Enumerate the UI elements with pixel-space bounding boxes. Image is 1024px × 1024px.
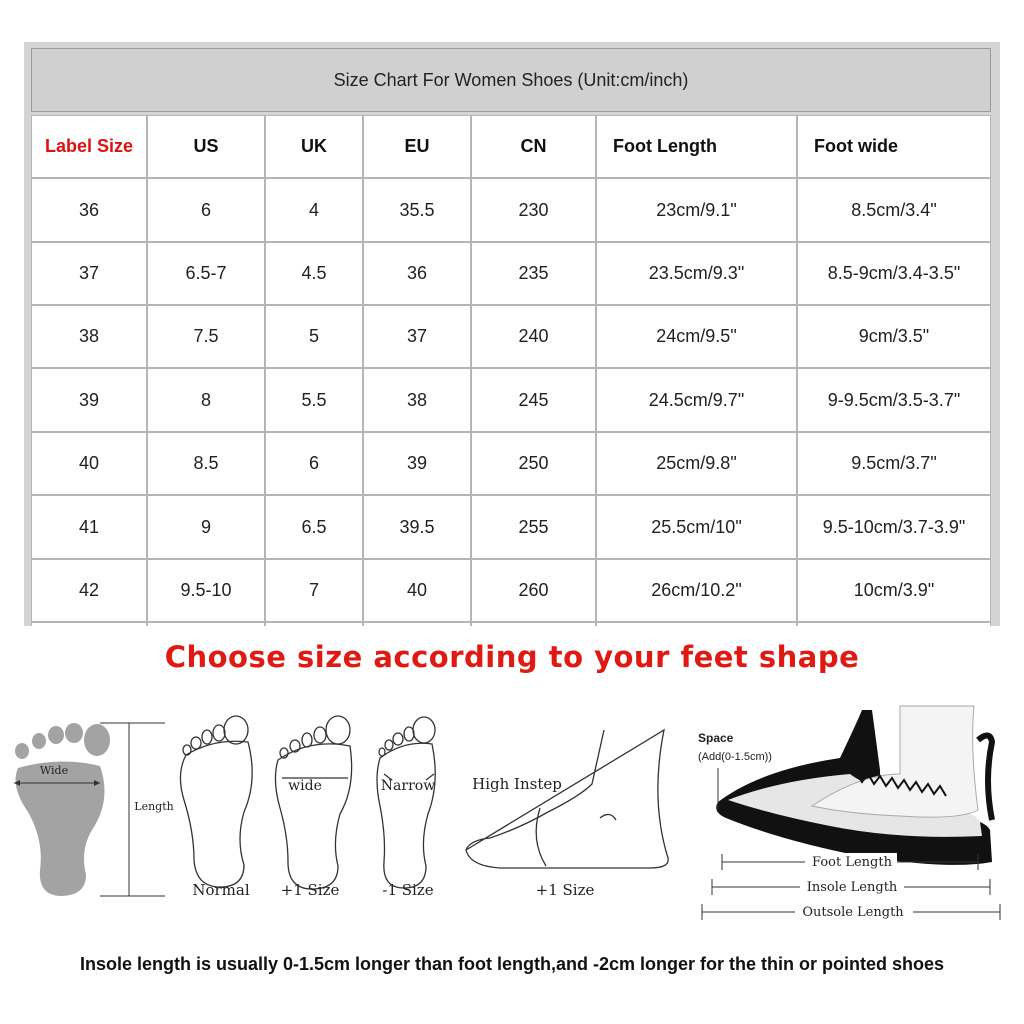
cell-label-size: 40 (31, 432, 147, 495)
length-label: Length (134, 800, 174, 813)
cell-foot-length: 25cm/9.8" (596, 432, 797, 495)
cell-eu: 38 (363, 368, 471, 432)
cell-foot-wide: 8.5-9cm/3.4-3.5" (797, 242, 991, 305)
cell-eu: 36 (363, 242, 471, 305)
header-uk: UK (265, 115, 363, 178)
cell-foot-wide: 8.5cm/3.4" (797, 178, 991, 242)
cell-uk: 4 (265, 178, 363, 242)
cell-cn: 260 (471, 559, 596, 622)
cell-cn: 235 (471, 242, 596, 305)
cell-cn: 250 (471, 432, 596, 495)
cell-label-size: 37 (31, 242, 147, 305)
insole-length-label: Insole Length (806, 880, 898, 895)
cell-foot-length: 24.5cm/9.7" (596, 368, 797, 432)
narrow-foot-icon (377, 717, 435, 888)
table-row-cutoff (31, 622, 147, 626)
table-row-cutoff (363, 622, 471, 626)
cell-cn: 255 (471, 495, 596, 559)
insole-note: Insole length is usually 0-1.5cm longer than foot length,and -2cm longer for the thin or pointed shoes (79, 954, 945, 974)
narrow-foot-label: Narrow (380, 778, 436, 794)
header-foot-wide: Foot wide (797, 115, 991, 178)
table-row-cutoff (596, 622, 797, 626)
footprint-icon (15, 723, 110, 896)
cell-us: 9.5-10 (147, 559, 265, 622)
wide-label: Wide (39, 764, 69, 777)
shoe-diagram-icon (716, 706, 992, 865)
wide-foot-label: wide (288, 778, 322, 794)
guide-heading: Choose size according to your feet shape (164, 640, 860, 674)
table-row-cutoff (265, 622, 363, 626)
table-grid (24, 42, 1000, 626)
header-eu: EU (363, 115, 471, 178)
high-instep-foot-icon (466, 730, 668, 868)
cell-foot-wide: 9cm/3.5" (797, 305, 991, 368)
cell-foot-length: 24cm/9.5" (596, 305, 797, 368)
header-foot-length: Foot Length (596, 115, 797, 178)
cell-cn: 230 (471, 178, 596, 242)
cell-label-size: 41 (31, 495, 147, 559)
cell-cn: 245 (471, 368, 596, 432)
wide-size-label: +1 Size (280, 881, 340, 899)
cell-uk: 4.5 (265, 242, 363, 305)
cell-foot-length: 26cm/10.2" (596, 559, 797, 622)
cell-uk: 6 (265, 432, 363, 495)
space-note: (Add(0-1.5cm)) (698, 751, 772, 763)
cell-foot-length: 23.5cm/9.3" (596, 242, 797, 305)
cell-cn: 240 (471, 305, 596, 368)
cell-foot-wide: 9.5-10cm/3.7-3.9" (797, 495, 991, 559)
normal-foot-icon (180, 716, 252, 887)
header-us: US (147, 115, 265, 178)
cell-eu: 39.5 (363, 495, 471, 559)
narrow-size-label: -1 Size (382, 881, 434, 899)
cell-foot-length: 25.5cm/10" (596, 495, 797, 559)
cell-uk: 7 (265, 559, 363, 622)
cell-eu: 40 (363, 559, 471, 622)
cell-foot-length: 23cm/9.1" (596, 178, 797, 242)
size-chart-table (24, 42, 1000, 626)
foot-shape-guide (0, 690, 1024, 930)
cell-label-size: 42 (31, 559, 147, 622)
cell-label-size: 36 (31, 178, 147, 242)
cell-foot-wide: 10cm/3.9" (797, 559, 991, 622)
cell-foot-wide: 9.5cm/3.7" (797, 432, 991, 495)
cell-uk: 6.5 (265, 495, 363, 559)
wide-foot-icon (275, 716, 351, 889)
table-row-cutoff (797, 622, 991, 626)
high-instep-title: High Instep (472, 775, 562, 793)
cell-us: 6.5-7 (147, 242, 265, 305)
cell-label-size: 39 (31, 368, 147, 432)
cell-eu: 39 (363, 432, 471, 495)
cell-uk: 5.5 (265, 368, 363, 432)
cell-us: 7.5 (147, 305, 265, 368)
header-label-size: Label Size (31, 115, 147, 178)
cell-eu: 37 (363, 305, 471, 368)
foot-length-label: Foot Length (812, 855, 892, 870)
normal-size-label: Normal (192, 881, 250, 899)
cell-foot-wide: 9-9.5cm/3.5-3.7" (797, 368, 991, 432)
cell-us: 8 (147, 368, 265, 432)
cell-label-size: 38 (31, 305, 147, 368)
cell-uk: 5 (265, 305, 363, 368)
cell-us: 6 (147, 178, 265, 242)
high-instep-size-label: +1 Size (535, 881, 595, 899)
cell-us: 9 (147, 495, 265, 559)
table-row-cutoff (147, 622, 265, 626)
table-title: Size Chart For Women Shoes (Unit:cm/inch) (31, 48, 991, 112)
space-title: Space (698, 731, 734, 745)
cell-us: 8.5 (147, 432, 265, 495)
header-cn: CN (471, 115, 596, 178)
cell-eu: 35.5 (363, 178, 471, 242)
outsole-length-label: Outsole Length (802, 905, 904, 920)
table-row-cutoff (471, 622, 596, 626)
